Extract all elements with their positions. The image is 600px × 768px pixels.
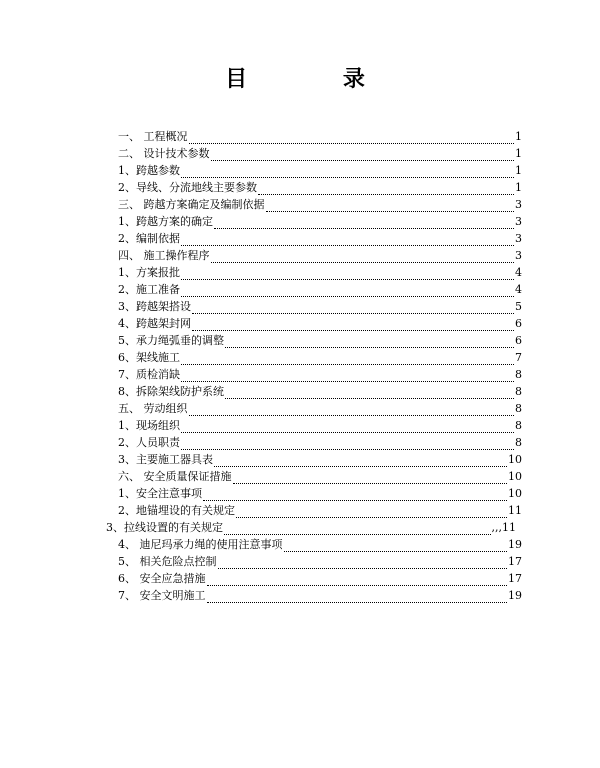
toc-entry xyxy=(118,553,522,569)
toc-page-number: 7 xyxy=(515,351,522,364)
toc-entry-title: 4、 迪尼玛承力绳的使用注意事项 xyxy=(118,538,283,551)
toc-entry-title: 2、人员职责 xyxy=(118,436,180,449)
toc-page-number: 1 xyxy=(515,164,522,177)
toc-leader xyxy=(211,250,515,263)
toc-entry-title: 5、承力绳弧垂的调整 xyxy=(118,334,224,347)
toc-leader xyxy=(181,369,514,382)
toc-entry-title: 五、 劳动组织 xyxy=(118,402,188,415)
toc-entry-title: 3、拉线设置的有关规定 xyxy=(106,521,223,534)
toc-page-number: ,,,11 xyxy=(491,521,516,534)
toc-entry xyxy=(118,570,522,586)
toc-entry-title: 6、 安全应急措施 xyxy=(118,572,206,585)
toc-leader xyxy=(225,386,514,399)
toc-entry xyxy=(118,179,522,195)
toc-page-number: 1 xyxy=(515,147,522,160)
toc-page-number: 8 xyxy=(515,368,522,381)
toc-entry-title: 四、 施工操作程序 xyxy=(118,249,210,262)
toc-page-number: 17 xyxy=(508,555,522,568)
toc-entry xyxy=(118,417,522,433)
toc-entry-title: 2、地锚埋设的有关规定 xyxy=(118,504,235,517)
toc-page-number: 19 xyxy=(508,538,522,551)
page-title: 目 录 xyxy=(225,67,409,92)
toc-page-number: 4 xyxy=(515,266,522,279)
toc-leader xyxy=(225,335,514,348)
toc-page-number: 19 xyxy=(508,589,522,602)
toc-entry xyxy=(118,264,522,280)
toc-page-number: 8 xyxy=(515,436,522,449)
toc-entry-title: 3、主要施工器具表 xyxy=(118,453,213,466)
toc-entry xyxy=(118,315,522,331)
toc-page-number: 8 xyxy=(515,419,522,432)
toc-leader xyxy=(284,539,508,552)
toc-entry xyxy=(118,162,522,178)
toc-entry-title: 一、 工程概况 xyxy=(118,130,188,143)
toc-entry-title: 2、施工准备 xyxy=(118,283,180,296)
toc-page-number: 3 xyxy=(515,198,522,211)
toc-entry xyxy=(118,451,522,467)
toc-leader xyxy=(189,403,515,416)
toc-entry xyxy=(118,536,522,552)
toc-leader xyxy=(203,488,507,501)
toc-entry xyxy=(118,485,522,501)
toc-entry-title: 1、现场组织 xyxy=(118,419,180,432)
toc-page-number: 4 xyxy=(515,283,522,296)
toc-page-number: 10 xyxy=(508,487,522,500)
toc-page-number: 8 xyxy=(515,402,522,415)
toc-entry-title: 1、跨越方案的确定 xyxy=(118,215,213,228)
toc-entry xyxy=(106,519,516,535)
toc-leader xyxy=(181,284,514,297)
toc-entry-title: 1、安全注意事项 xyxy=(118,487,202,500)
toc-entry xyxy=(118,434,522,450)
toc-page-number: 3 xyxy=(515,249,522,262)
toc-entry xyxy=(118,247,522,263)
toc-entry-title: 3、跨越架搭设 xyxy=(118,300,191,313)
toc-entry xyxy=(118,349,522,365)
toc-leader xyxy=(214,216,514,229)
toc-entry xyxy=(118,213,522,229)
toc-entry-title: 2、导线、分流地线主要参数 xyxy=(118,181,257,194)
toc-entry-title: 7、 安全文明施工 xyxy=(118,589,206,602)
toc-entry xyxy=(118,332,522,348)
toc-leader xyxy=(233,471,508,484)
toc-page-number: 8 xyxy=(515,385,522,398)
toc-entry-title: 1、方案报批 xyxy=(118,266,180,279)
toc-leader xyxy=(181,352,514,365)
toc-page-number: 6 xyxy=(515,317,522,330)
toc-page-number: 10 xyxy=(508,470,522,483)
toc-entry xyxy=(118,145,522,161)
toc-entry-title: 三、 跨越方案确定及编制依据 xyxy=(118,198,265,211)
toc-page-number: 1 xyxy=(515,130,522,143)
toc-page-number: 17 xyxy=(508,572,522,585)
toc-leader xyxy=(181,437,514,450)
toc-leader xyxy=(258,182,514,195)
toc-page-number: 3 xyxy=(515,215,522,228)
toc-page-number: 5 xyxy=(515,300,522,313)
toc-entry-title: 7、质检消缺 xyxy=(118,368,180,381)
toc-entry-title: 1、跨越参数 xyxy=(118,164,180,177)
toc-leader xyxy=(218,556,508,569)
toc-leader xyxy=(224,522,491,535)
toc-entry xyxy=(118,468,522,484)
toc-entry xyxy=(118,502,522,518)
toc-leader xyxy=(181,165,514,178)
toc-entry xyxy=(118,383,522,399)
toc-leader xyxy=(214,454,507,467)
toc-leader xyxy=(181,267,514,280)
toc-entry-title: 4、跨越架封网 xyxy=(118,317,191,330)
toc-entry xyxy=(118,298,522,314)
toc-leader xyxy=(266,199,515,212)
toc-page-number: 6 xyxy=(515,334,522,347)
toc-entry xyxy=(118,196,522,212)
toc-page-number: 3 xyxy=(515,232,522,245)
toc-leader xyxy=(207,590,508,603)
toc-leader xyxy=(207,573,508,586)
toc-page-number: 11 xyxy=(508,504,522,517)
toc-leader xyxy=(236,505,507,518)
toc-leader xyxy=(181,420,514,433)
toc-page-number: 1 xyxy=(515,181,522,194)
toc-entry xyxy=(118,587,522,603)
toc-entry-title: 2、编制依据 xyxy=(118,232,180,245)
toc-leader xyxy=(189,131,515,144)
toc-entry-title: 六、 安全质量保证措施 xyxy=(118,470,232,483)
toc-entry xyxy=(118,366,522,382)
toc-entry-title: 二、 设计技术参数 xyxy=(118,147,210,160)
toc-entry xyxy=(118,281,522,297)
toc-entry xyxy=(118,128,522,144)
toc-leader xyxy=(181,233,514,246)
toc-entry-title: 6、架线施工 xyxy=(118,351,180,364)
toc-entry xyxy=(118,230,522,246)
toc-leader xyxy=(192,318,514,331)
toc-page-number: 10 xyxy=(508,453,522,466)
toc-entry-title: 8、拆除架线防护系统 xyxy=(118,385,224,398)
toc-leader xyxy=(211,148,515,161)
toc-entry xyxy=(118,400,522,416)
toc-leader xyxy=(192,301,514,314)
toc-entry-title: 5、 相关危险点控制 xyxy=(118,555,217,568)
